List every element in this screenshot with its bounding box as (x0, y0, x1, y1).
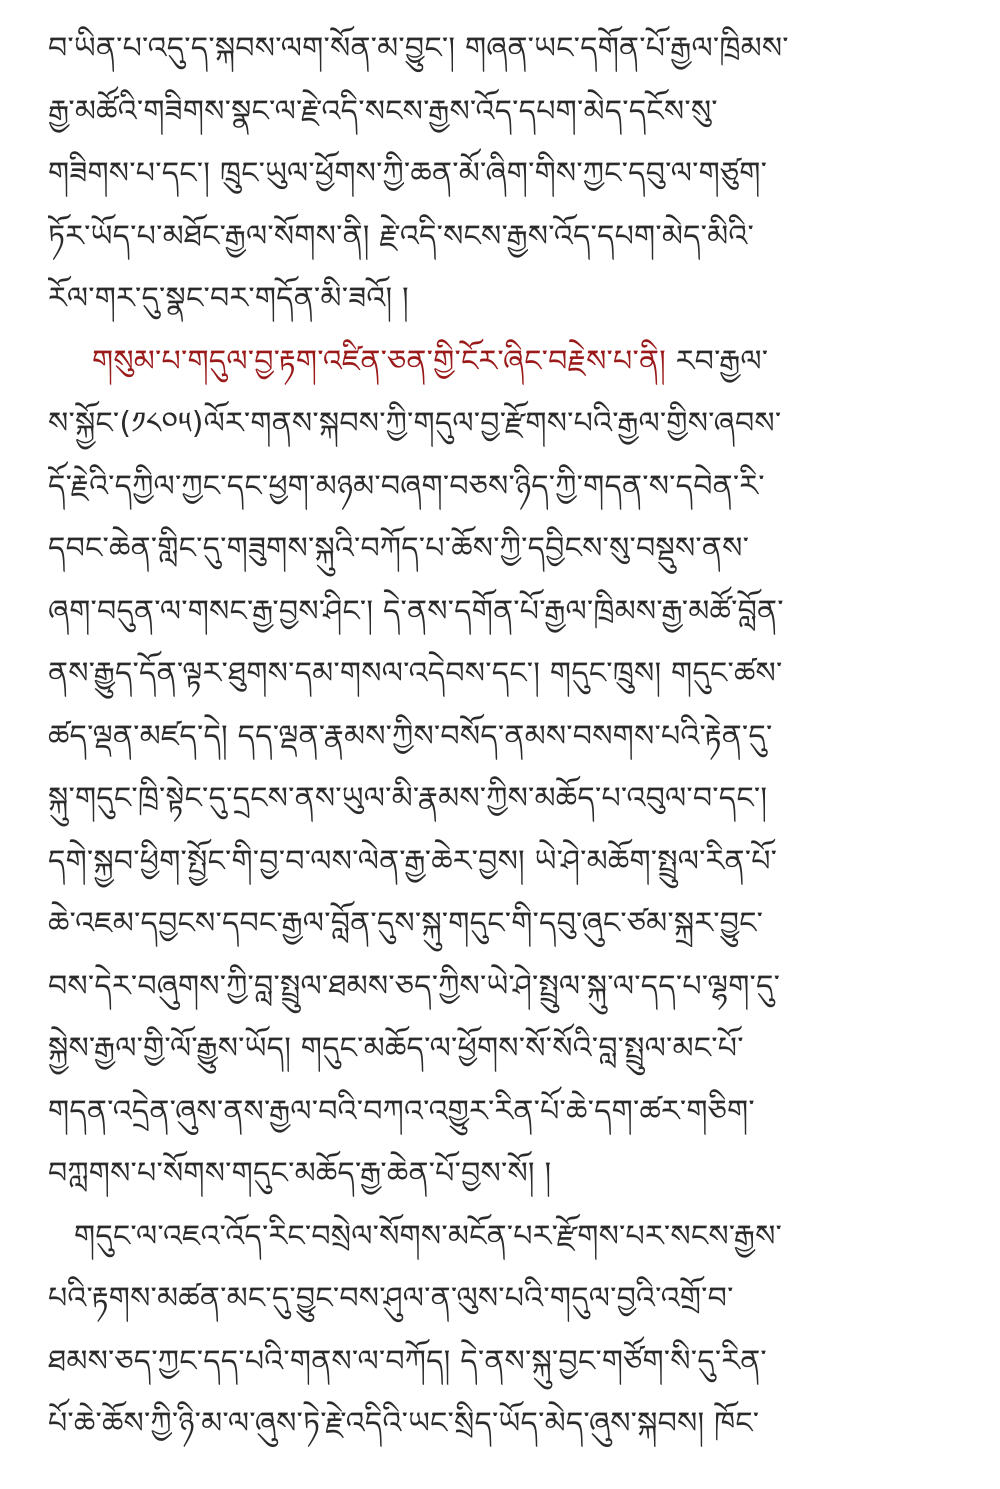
text-line: གདན་འདྲེན་ཞུས་ནས་རྒྱལ་བའི་བཀའ་འགྱུར་རིན་པོ་ཆེ་དག་ཚར་གཅིག་ (48, 1093, 755, 1129)
section-heading-line (48, 331, 940, 394)
section-heading: གསུམ་པ་གདུལ་བྱ་རྟག་འཛིན་ཅན་གྱི་ངོར་ཞིང་བརྗེས་པ་ནི། (92, 343, 667, 379)
section-heading-continuation: རབ་རྒྱལ་ (666, 343, 769, 379)
text-line: དབང་ཆེན་གླིང་དུ་གཟུགས་སྐུའི་བཀོད་པ་ཆོས་ཀྱི་དབྱིངས་སུ་བསྡུས་ནས་ (48, 531, 750, 566)
text-line: ཚད་ལྡན་མཛད་དེ། དད་ལྡན་རྣམས་ཀྱིས་བསོད་ནམས་བསགས་པའི་རྟེན་དུ་ (48, 718, 773, 754)
text-line: བ་ཡིན་པ་འདུ་ད་སྐབས་ལག་སོན་མ་བྱུང་། གཞན་ཡང་དགོན་པོ་རྒྱལ་ཁྲིམས་ (48, 31, 789, 66)
text-line: བས་དེར་བཞུགས་ཀྱི་བླ་སྤྲུལ་ཐམས་ཅད་ཀྱིས་ཡེ་ཤེ་སྤྲུལ་སྐུ་ལ་དད་པ་ལྷག་དུ་ (48, 968, 781, 1004)
text-line: བཀླགས་པ་སོགས་གདུང་མཆོད་རྒྱ་ཆེན་པོ་བྱས་སོ། ། (48, 1156, 552, 1191)
text-line: རྒྱ་མཚོའི་གཟིགས་སྣང་ལ་རྗེ་འདི་སངས་རྒྱས་འོད་དཔག་མེད་དངོས་སུ་ (48, 93, 718, 129)
text-line: ཞག་བདུན་ལ་གསང་རྒྱ་བྱས་ཤིང་། དེ་ནས་དགོན་པོ་རྒྱལ་ཁྲིམས་རྒྱ་མཚོ་བློན་ (48, 593, 784, 629)
text-line: ས་སྐྱོང་(༡༨༠༥)ལོར་གནས་སྐབས་ཀྱི་གདུལ་བྱ་རྫོགས་པའི་རྒྱལ་གྱིས་ཞབས་ (48, 406, 782, 441)
text-line: སྐུ་གདུང་ཁྲི་སྟེང་དུ་དྲངས་ནས་ཡུལ་མི་རྣམས་ཀྱིས་མཆོད་པ་འབུལ་བ་དང་། (48, 781, 768, 816)
text-line: ཐམས་ཅད་ཀྱང་དད་པའི་གནས་ལ་བཀོད། དེ་ནས་སྐུ་བྱང་གཙོག་སི་དུ་རིན་ (48, 1343, 767, 1379)
text-line: ཆེ་འཇམ་དབྱངས་དབང་རྒྱལ་བློན་དུས་སྐུ་གདུང་གི་དབུ་ཞུང་ཙམ་སྐྲར་བྱུང་ (48, 906, 764, 941)
text-line: རོལ་གར་དུ་སྣང་བར་གདོན་མི་ཟའོ། ། (48, 281, 409, 316)
text-line: ནས་རྒྱུད་དོན་ལྟར་ཐུགས་དམ་གསལ་འདེབས་དང་། གདུང་ཁྲུས། གདུང་ཚས་ (48, 656, 783, 691)
text-line: གཟིགས་པ་དང་། ཁྲུང་ཡུལ་ཕྱོགས་ཀྱི་ཆན་མོ་ཞིག་གིས་ཀྱང་དབུ་ལ་གཙུག་ (48, 156, 768, 191)
text-line: ཏོར་ཡོད་པ་མཐོང་རྒྱལ་སོགས་ནི། རྗེ་འདི་སངས་རྒྱས་འོད་དཔག་མེད་མིའི་ (48, 218, 755, 254)
text-line: སྐྱེས་རྒྱལ་གྱི་ལོ་རྒྱུས་ཡོད། གདུང་མཆོད་ལ་ཕྱོགས་སོ་སོའི་བླ་སྤྲུལ་མང་པོ་ (48, 1031, 744, 1066)
text-line: དོ་རྗེའི་དཀྱིལ་ཀྱང་དང་ཕྱག་མཉམ་བཞག་བཅས་ཉིད་ཀྱི་གདན་ས་དབེན་རི་ (48, 468, 765, 504)
text-line: གདུང་ལ་འཇའ་འོད་རིང་བསྲེལ་སོགས་མངོན་པར་རྫོགས་པར་སངས་རྒྱས་ (74, 1218, 783, 1254)
text-line: དགེ་སྐྱབ་ཕྱིག་སྤྱོང་གི་བྱ་བ་ལས་ལེན་རྒྱ་ཆེར་བྱས། ཡེ་ཤེ་མཆོག་སྤྲུལ་རིན་པོ་ (48, 843, 778, 879)
text-line: པོ་ཆེ་ཆོས་ཀྱི་ཉི་མ་ལ་ཞུས་ཏེ་རྗེ་འདིའི་ཡང་སྲིད་ཡོད་མེད་ཞུས་སྐབས། ཁོང་ (48, 1406, 760, 1441)
text-line: པའི་རྟགས་མཚན་མང་དུ་བྱུང་བས་ཤུལ་ན་ལུས་པའི་གདུལ་བྱའི་འགྲོ་བ་ (48, 1281, 734, 1316)
